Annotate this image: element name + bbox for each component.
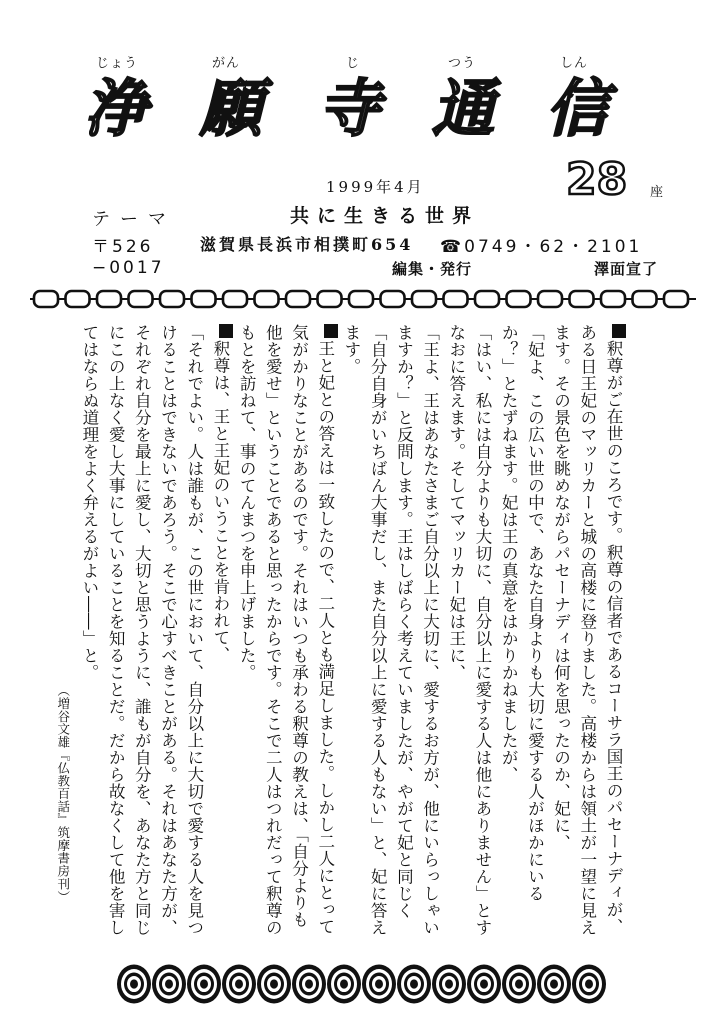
chain-link bbox=[664, 291, 688, 307]
article-paragraph: 釈尊は、王と王妃のいうことを肯われて、 bbox=[207, 324, 233, 938]
chain-link bbox=[601, 291, 625, 307]
chain-link bbox=[255, 291, 279, 307]
title-char-ji: 寺 bbox=[318, 72, 381, 145]
phone-number: ☎0749・62・2101 bbox=[440, 237, 643, 257]
chain-link bbox=[66, 291, 90, 307]
chain-link bbox=[570, 291, 594, 307]
title-char-shin: 信 bbox=[546, 72, 609, 145]
article-paragraph: 釈尊がご在世のころです。釈尊の信者であるコーサラ国王のパセーナディが、ある日王妃のマッリカーと城の高楼に登りました。高楼からは領土が一望に見えます。その景色を眺めながらパセーナディは何を思ったのか、妃に、 bbox=[547, 324, 626, 938]
chain-link bbox=[412, 291, 436, 307]
chain-link bbox=[381, 291, 405, 307]
bead bbox=[152, 964, 186, 1003]
bead bbox=[327, 964, 361, 1003]
title-ruby-shin: しん bbox=[560, 56, 589, 71]
article-paragraph: 「王よ、王はあなたさまご自分以上に大切に、愛するお方が、他にいらっしゃいますか？」と反問します。王はしばらく考えていましたが、やがて妃と同じく「自分自身がいちばん大事だし、また自分以上に愛する人もない」と、妃に答えます。 bbox=[341, 324, 440, 936]
theme-label: テーマ bbox=[92, 209, 176, 230]
bead bbox=[537, 964, 571, 1003]
title-ruby-gan: がん bbox=[212, 56, 241, 71]
issue-number: 28 bbox=[566, 154, 628, 205]
title-char-gan: 願 bbox=[200, 72, 263, 145]
title-ruby-jou: じょう bbox=[96, 56, 139, 71]
source-credit: （増谷文雄『仏教百話』筑摩書房刊） bbox=[55, 684, 71, 904]
bead bbox=[187, 964, 221, 1003]
issue-unit: 座 bbox=[650, 185, 664, 200]
title-char-tsuu: 通 bbox=[432, 72, 495, 145]
bead bbox=[502, 964, 536, 1003]
chain-link bbox=[475, 291, 499, 307]
bead bbox=[362, 964, 396, 1003]
bead bbox=[572, 964, 606, 1003]
article-paragraph: 王と妃との答えは一致したので、二人とも満足しました。しかし二人にとって気がかりなことがあるのです。それはいつも承わる釈尊の教えは、「自分よりも他を愛せ」ということであると思ったからです。そこで二人はつれだって釈尊のもとを訪ねて、事のてんまつを申上げました。 bbox=[233, 324, 338, 938]
chain-link bbox=[97, 291, 121, 307]
chain-link bbox=[349, 291, 373, 307]
title-char-jou: 浄 bbox=[84, 72, 147, 145]
chain-link bbox=[34, 291, 58, 307]
chain-link bbox=[538, 291, 562, 307]
chain-link bbox=[192, 291, 216, 307]
chain-divider bbox=[28, 284, 698, 314]
postal-code: 〒526 bbox=[92, 237, 154, 257]
chain-link bbox=[286, 291, 310, 307]
issue-date: 1999年4月 bbox=[326, 178, 425, 196]
article-paragraph: 「はい、私には自分よりも大切に、自分以上に愛する人は他にありません」とすなおに答えます。そしてマッリカー妃は王に、 bbox=[446, 324, 492, 936]
paragraph-marker bbox=[219, 324, 233, 338]
bead bbox=[257, 964, 291, 1003]
article-body bbox=[55, 324, 626, 938]
chain-link bbox=[160, 291, 184, 307]
bead bbox=[397, 964, 431, 1003]
paragraph-marker bbox=[612, 324, 626, 338]
chain-link bbox=[223, 291, 247, 307]
chain-link bbox=[633, 291, 657, 307]
bead bbox=[222, 964, 256, 1003]
decorative-bead-border bbox=[116, 960, 606, 1008]
chain-link bbox=[129, 291, 153, 307]
paragraph-marker bbox=[324, 324, 338, 338]
theme-text: 共に生きる世界 bbox=[290, 205, 480, 227]
editor-name: 澤面宣了 bbox=[594, 260, 659, 278]
postal-code-suffix: −0017 bbox=[92, 258, 165, 278]
bead bbox=[292, 964, 326, 1003]
chain-link bbox=[318, 291, 342, 307]
title-ruby-ji: じ bbox=[346, 56, 361, 71]
editor-label: 編集・発行 bbox=[392, 260, 473, 278]
bead bbox=[432, 964, 466, 1003]
chain-link bbox=[507, 291, 531, 307]
article-paragraph: 「妃よ、この広い世の中で、あなた自身よりも大切に愛する人がほかにいるか？」とたずねます。妃は王の真意をはかりかねましたが、 bbox=[499, 324, 545, 902]
title-ruby-tsuu: つう bbox=[448, 56, 477, 71]
bead bbox=[467, 964, 501, 1003]
article-paragraph: 「それでよい。人は誰もが、この世において、自分以上に大切で愛する人を見つけることはできないであろう。そこで心すべきことがある。それはあなた方が、それぞれ自分を最上に愛し、大切と思うように、誰もが自分を、あなた方と同じにこの上なく愛し大事にしていることを知ることだ。だから故なくして他を害してはならぬ道理をよく弁えるがよい――」と。 bbox=[79, 324, 204, 936]
address: 滋賀県長浜市相撲町654 bbox=[200, 235, 414, 254]
chain-link bbox=[444, 291, 468, 307]
bead bbox=[117, 964, 151, 1003]
